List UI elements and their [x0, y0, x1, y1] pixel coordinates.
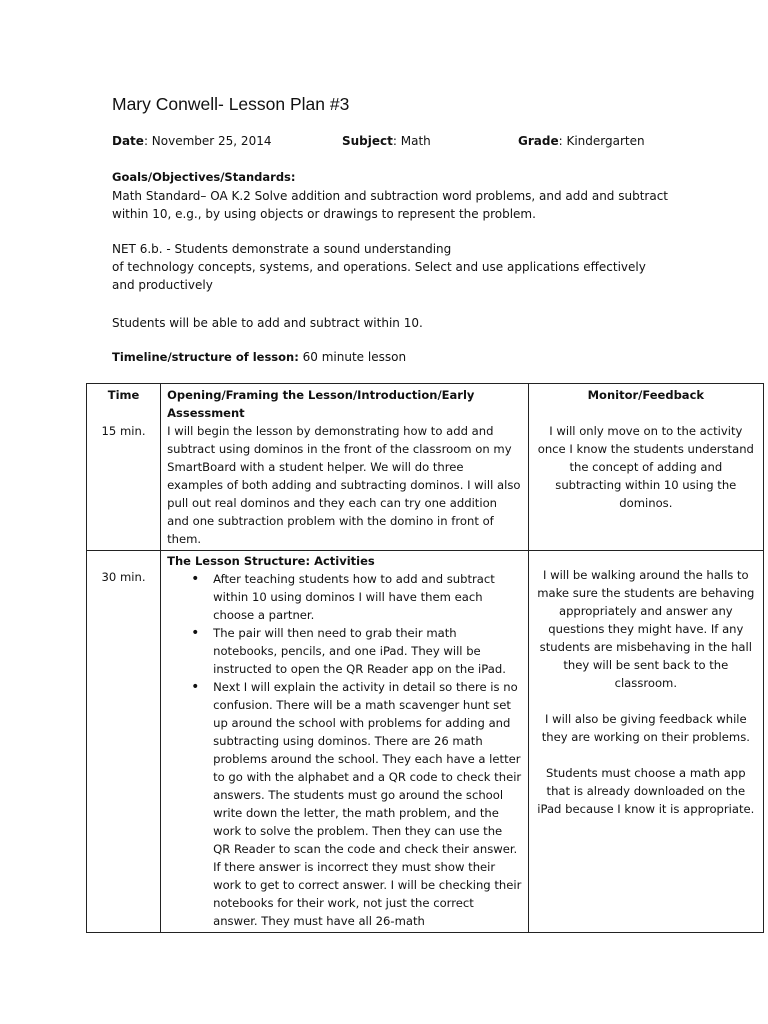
table-row: [87, 551, 764, 933]
monitor-cell: [528, 551, 763, 933]
opening-cell: [161, 384, 529, 551]
list-item: • The pair will then need to grab their math notebooks, pencils, and one iPad. They will be instructed to open the QR Reader app on the iPad.: [213, 624, 522, 678]
timeline-label: Timeline/structure of lesson:: [112, 350, 299, 364]
date-field: [112, 134, 271, 148]
subject-field: [342, 134, 431, 148]
activities-heading: The Lesson Structure: Activities: [167, 554, 375, 568]
monitor-cell: [528, 384, 763, 551]
time-value: 15 min.: [101, 424, 146, 438]
timeline-value: 60 minute lesson: [298, 350, 407, 364]
date-label: Date: [112, 134, 144, 148]
math-standard-text: Math Standard– OA K.2 Solve addition and subtraction word problems, and add and subtract within 10, e.g., by using objects or drawings to represent the problem.: [112, 189, 668, 221]
subject-value: : Math: [392, 134, 431, 148]
lesson-table: [86, 383, 764, 933]
list-item: • Next I will explain the activity in detail so there is no confusion. There will be a math scavenger hunt set up around the school with problems for adding and subtracting using dominos. There are 26 math problems around the school. They each have a letter to go with the alphabet and a QR code to check their answers. The students must go around the school write down the letter, the math problem, and the work to solve the problem. Then they can use the QR Reader to scan the code and check their answer. If there answer is incorrect they must show their work to get to correct answer. I will be checking their notebooks for their work, not just the correct answer. They must have all 26-math: [213, 678, 522, 930]
page-title: Mary Conwell- Lesson Plan #3: [112, 94, 350, 114]
monitor-text: I will also be giving feedback while they are working on their problems.: [541, 712, 750, 744]
subject-label: Subject: [342, 134, 393, 148]
list-item: • After teaching students how to add and subtract within 10 using dominos I will have them each choose a partner.: [213, 570, 522, 624]
net-standard-line-2: of technology concepts, systems, and operations. Select and use applications effectively and productively: [112, 260, 646, 292]
monitor-text: I will be walking around the halls to make sure the students are behaving appropriately and answer any questions they might have. If any students are misbehaving in the hall they will be sent back to the classroom.: [537, 568, 755, 690]
monitor-text: I will only move on to the activity once I know the students understand the concept of adding and subtracting within 10 using the dominos.: [537, 424, 754, 510]
monitor-text: Students must choose a math app that is already downloaded on the iPad because I know it is appropriate.: [537, 766, 755, 816]
grade-field: [518, 134, 645, 148]
time-header: Time: [107, 388, 140, 402]
time-cell: [87, 551, 161, 933]
opening-text: I will begin the lesson by demonstrating how to add and subtract using dominos in the front of the classroom on my SmartBoard with a student helper. We will do three examples of both adding and subtracting dominos. I will also pull out real dominos and they each can try one addition and one subtraction problem with the domino in front of them.: [167, 424, 521, 546]
grade-value: : Kindergarten: [558, 134, 645, 148]
activities-list: [167, 570, 522, 930]
goals-heading: Goals/Objectives/Standards:: [112, 170, 296, 184]
grade-label: Grade: [518, 134, 559, 148]
opening-header: Opening/Framing the Lesson/Introduction/Early Assessment: [167, 388, 475, 420]
time-cell: [87, 384, 161, 551]
net-standard-line-1: NET 6.b. - Students demonstrate a sound understanding: [112, 242, 452, 256]
objective-text: Students will be able to add and subtract within 10.: [112, 316, 423, 330]
timeline-field: [112, 350, 406, 364]
table-row: [87, 384, 764, 551]
time-value: 30 min.: [101, 570, 146, 584]
monitor-header: Monitor/Feedback: [587, 388, 705, 402]
net-standard-text: [112, 240, 672, 294]
activities-cell: [161, 551, 529, 933]
date-value: : November 25, 2014: [143, 134, 272, 148]
